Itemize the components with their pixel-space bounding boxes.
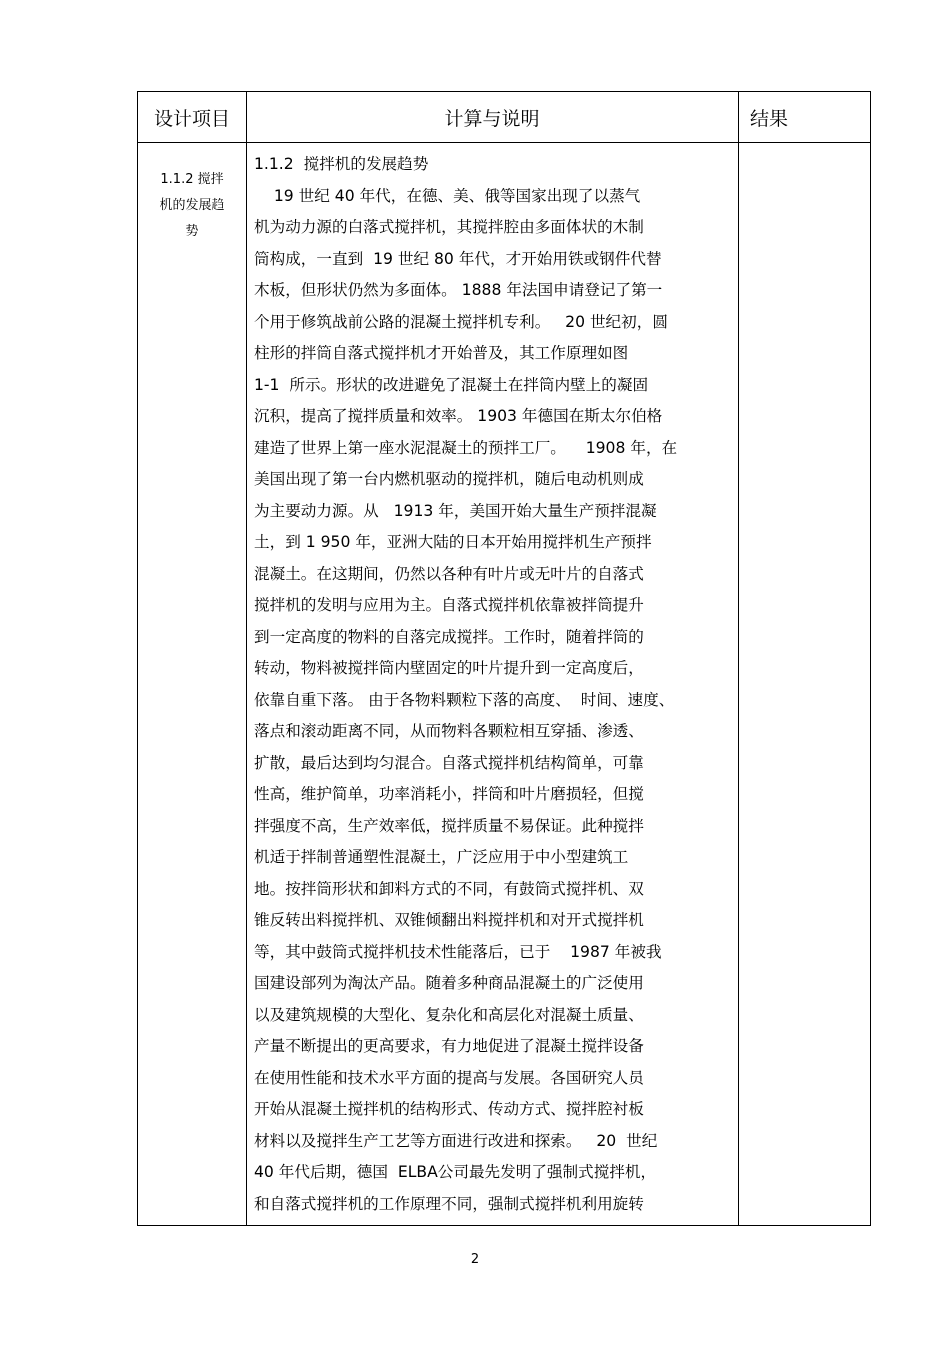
section-label-line: 势 [185,224,199,239]
text-line: 筒构成，一直到 19 世纪 80 年代，才开始用铁或钢件代替 [254,249,662,268]
text-line: 扩散，最后达到均匀混合。自落式搅拌机结构简单，可靠 [254,753,644,772]
text-line: 地。按拌筒形状和卸料方式的不同，有鼓筒式搅拌机、双 [254,879,644,898]
header-calculation: 计算与说明 [444,107,540,130]
text-line: 等，其中鼓筒式搅拌机技术性能落后，已于 1987 年被我 [254,942,662,961]
text-line: 转动，物料被搅拌筒内壁固定的叶片提升到一定高度后， [254,659,644,677]
section-label-line: 机的发展趋 [159,198,225,213]
text-line: 机为动力源的白落式搅拌机，其搅拌腔由多面体状的木制 [254,218,644,236]
text-line: 19 世纪 40 年代，在德、美、俄等国家出现了以蒸气 [254,186,641,205]
text-line: 木板，但形状仍然为多面体。 1888 年法国申请登记了第一 [254,281,663,299]
page-number: 2 [470,1252,480,1267]
text-line: 沉积，提高了搅拌质量和效率。 1903 年德国在斯太尔伯格 [254,407,663,425]
section-label [142,167,242,245]
column-divider [246,92,247,1225]
text-line: 材料以及搅拌生产工艺等方面进行改进和探索。 20 世纪 [254,1131,658,1150]
text-line: 国建设部列为淘汰产品。随着多种商品混凝土的广泛使用 [254,974,644,992]
section-label-line: 1.1.2 搅拌 [160,172,224,187]
text-line: 1-1 所示。形状的改进避免了混凝土在拌筒内壁上的凝固 [254,375,649,394]
text-line: 性高，维护简单，功率消耗小，拌筒和叶片磨损轻，但搅 [254,785,644,803]
text-line: 个用于修筑战前公路的混凝土搅拌机专利。 20 世纪初，圆 [254,312,668,331]
header-result: 结果 [750,107,789,130]
text-line: 和自落式搅拌机的工作原理不同，强制式搅拌机利用旋转 [254,1194,644,1213]
text-line: 到一定高度的物料的自落完成搅拌。工作时，随着拌筒的 [254,627,644,646]
text-line: 1.1.2 搅拌机的发展趋势 [254,155,429,173]
header-divider [138,142,870,143]
content-body [254,149,732,1220]
text-line: 美国出现了第一台内燃机驱动的搅拌机，随后电动机则成 [254,470,644,488]
text-line: 依靠自重下落。 由于各物料颗粒下落的高度、 时间、速度、 [254,690,675,709]
text-line: 产量不断提出的更高要求，有力地促进了混凝土搅拌设备 [254,1037,644,1055]
text-line: 开始从混凝土搅拌机的结构形式、传动方式、搅拌腔衬板 [254,1100,644,1118]
text-line: 柱形的拌筒自落式搅拌机才开始普及，其工作原理如图 [254,344,629,362]
text-line: 混凝土。在这期间，仍然以各种有叶片或无叶片的自落式 [254,564,644,583]
text-line: 机适于拌制普通塑性混凝土，广泛应用于中小型建筑工 [254,848,629,866]
text-line: 落点和滚动距离不同，从而物料各颗粒相互穿插、渗透、 [254,722,644,740]
text-line: 建造了世界上第一座水泥混凝土的预拌工厂。 1908 年，在 [254,438,678,457]
header-design-item: 设计项目 [153,107,230,130]
text-line: 以及建筑规模的大型化、复杂化和高层化对混凝土质量、 [254,1005,644,1024]
design-table [137,91,871,1226]
text-line: 40 年代后期，德国 ELBA公司最先发明了强制式搅拌机， [254,1163,657,1181]
text-line: 为主要动力源。从 1913 年，美国开始大量生产预拌混凝 [254,501,657,520]
text-line: 土，到 1 950 年，亚洲大陆的日本开始用搅拌机生产预拌 [254,533,652,551]
column-divider [738,92,739,1225]
text-line: 锥反转出料搅拌机、双锥倾翻出料搅拌机和对开式搅拌机 [254,911,644,929]
text-line: 在使用性能和技术水平方面的提高与发展。各国研究人员 [254,1068,644,1087]
text-line: 搅拌机的发明与应用为主。自落式搅拌机依靠被拌筒提升 [254,596,644,614]
text-line: 拌强度不高，生产效率低，搅拌质量不易保证。此种搅拌 [254,816,644,835]
